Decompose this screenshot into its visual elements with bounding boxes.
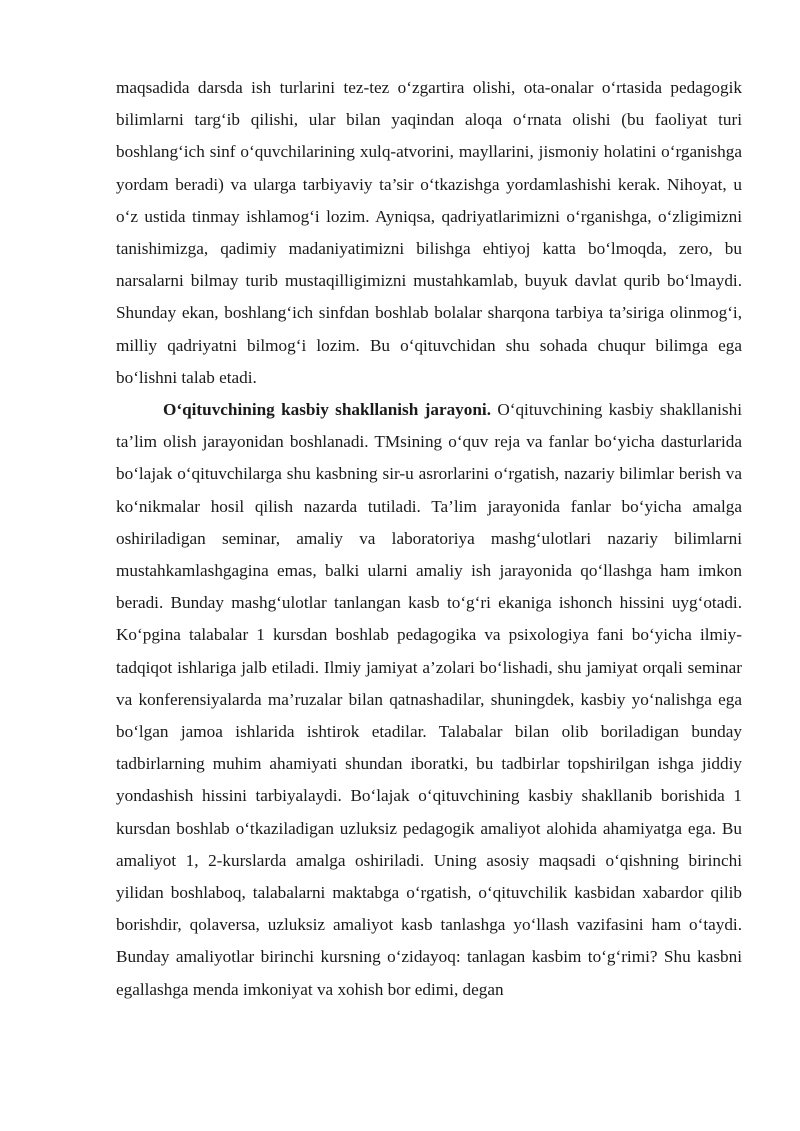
paragraph-text: O‘qituvchining kasbiy shakllanishi ta’lim olish jarayonidan boshlanadi. TMsining o‘quv reja va fanlar bo‘yicha dasturlarida bo‘lajak o‘qituvchilarga shu kasbning sir-u asrorlarini o‘rgatish, nazariy bilimlar berish va ko‘nikmalar hosil qilish nazarda tutiladi. Ta’lim jarayonida fanlar bo‘yicha amalga oshiriladigan seminar, amaliy va laboratoriya mashg‘ulotlari nazariy bilimlarni mustahkamlashgagina emas, balki ularni amaliy ish jarayonida qo‘llashga ham imkon beradi. Bunday mashg‘ulotlar tanlangan kasb to‘g‘ri ekaniga ishonch hissini uyg‘otadi. Ko‘pgina talabalar 1 kursdan boshlab pedagogika va psixologiya fani bo‘yicha ilmiy-tadqiqot ishlariga jalb etiladi. Ilmiy jamiyat a’zolari bo‘lishadi, shu jamiyat orqali seminar va konferensiyalarda ma’ruzalar bilan qatnashadilar, shuningdek, kasbiy yo‘nalishga ega bo‘lgan jamoa ishlarida ishtirok etadilar. Talabalar bilan olib boriladigan bunday tadbirlarning muhim ahamiyati shundan iboratki, bu tadbirlar topshirilgan ishga jiddiy yondashish hissini tarbiyalaydi. Bo‘lajak o‘qituvchining kasbiy shakllanib borishida 1 kursdan boshlab o‘tkaziladigan uzluksiz pedagogik amaliyot alohida ahamiyatga ega. Bu amaliyot 1, 2-kurslarda amalga oshiriladi. Uning asosiy maqsadi o‘qishning birinchi yilidan boshlaboq, talabalarni maktabga o‘rgatish, o‘qituvchilik kasbidan xabardor qilib borishdir, qolaversa, uzluksiz amaliyot kasb tanlashga yo‘llash vazifasini ham o‘taydi. Bunday amaliyotlar birinchi kursning o‘zidayoq: tanlagan kasbim to‘g‘rimi? Shu kasbni egallashga menda imkoniyat va xohish bor edimi, degan bbox=[116, 400, 742, 999]
body-paragraph bbox=[116, 72, 742, 394]
paragraph-text: maqsadida darsda ish turlarini tez-tez o‘zgartira olishi, ota-onalar o‘rtasida pedagogik bilimlarni targ‘ib qilishi, ular bilan yaqindan aloqa o‘rnata olishi (bu faoliyat turi boshlang‘ich sinf o‘quvchilarining xulq-atvorini, mayllarini, jismoniy holatini o‘rganishga yordam beradi) va ularga tarbiyaviy ta’sir o‘tkazishga yordamlashishi kerak. Nihoyat, u o‘z ustida tinmay ishlamog‘i lozim. Ayniqsa, qadriyatlarimizni o‘rganishga, o‘zligimizni tanishimizga, qadimiy madaniyatimizni bilishga ehtiyoj katta bo‘lmoqda, zero, bu narsalarni bilmay turib mustaqilligimizni mustahkamlab, buyuk davlat qurib bo‘lmaydi. Shunday ekan, boshlang‘ich sinfdan boshlab bolalar sharqona tarbiya ta’siriga olinmog‘i, milliy qadriyatni bilmog‘i lozim. Bu o‘qituvchidan shu sohada chuqur bilimga ega bo‘lishni talab etadi. bbox=[116, 78, 742, 387]
document-page bbox=[116, 72, 742, 1006]
section-paragraph bbox=[116, 394, 742, 1006]
section-heading: O‘qituvchining kasbiy shakllanish jarayoni. bbox=[163, 400, 491, 420]
